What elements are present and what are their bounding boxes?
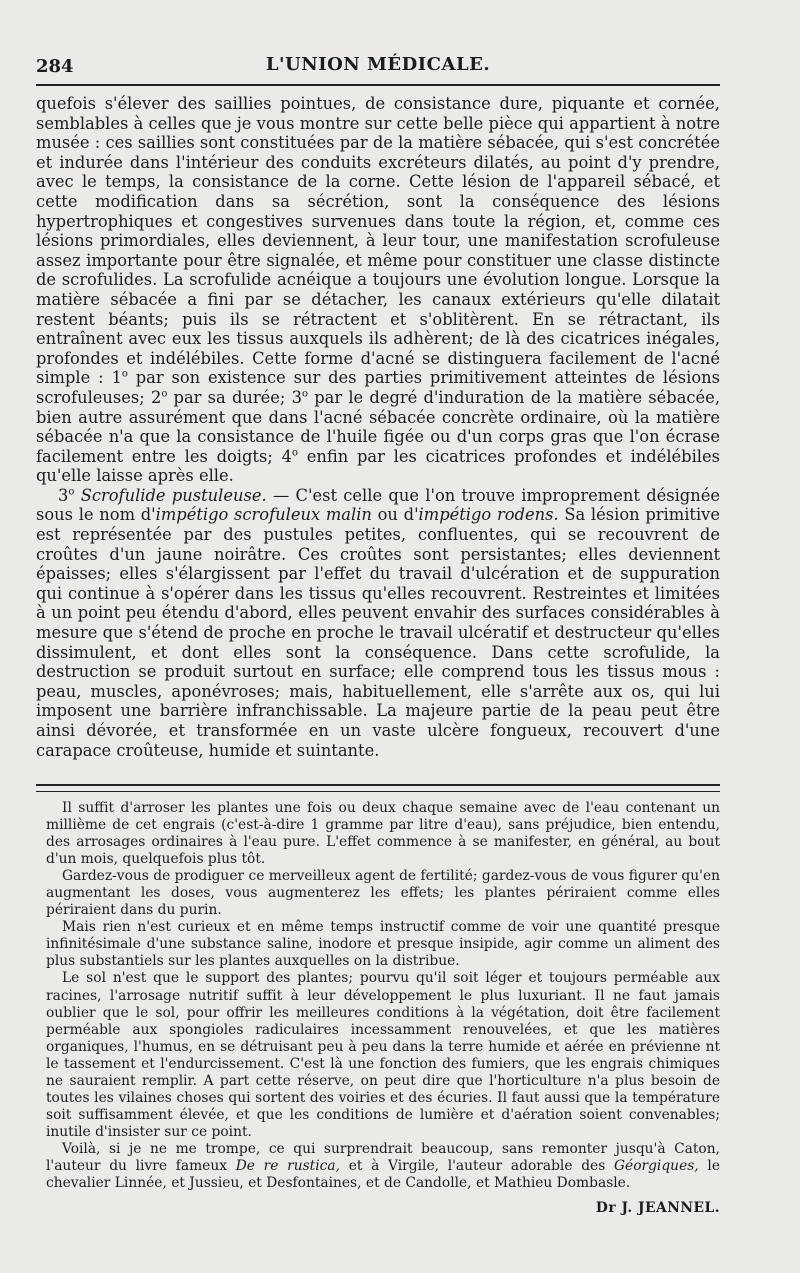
header-rule bbox=[36, 84, 720, 86]
text-run: et à Virgile, l'auteur adorable des bbox=[339, 1157, 615, 1174]
page-number: 284 bbox=[36, 56, 74, 77]
ordinal-number: 4 bbox=[281, 446, 292, 466]
text-run: par le degré d'induration de la matière sébacée, bien autre assurément que dans l'acné sébacée concrète ordinaire, où la matière sébacée n'a que la consistance de l'huile figée ou d'un corps gras que l'on écrase facilement entre les doigts; bbox=[36, 387, 720, 466]
feuilleton-paragraph bbox=[46, 1141, 720, 1192]
book-title: Géorgiques, bbox=[614, 1157, 699, 1174]
ordinal-suffix: o bbox=[161, 388, 168, 400]
ordinal-suffix: o bbox=[301, 388, 309, 400]
feuilleton-paragraph: Il suffit d'arroser les plantes une fois ou deux chaque semaine avec de l'eau contenant un millième de cet engrais (c'est-à-dire 1 gramme par litre d'eau), sans préjudice, bien entendu, des arrosages ordinaires à l'eau pure. L'effet commence à se manifester, en général, au bout d'un mois, quelquefois plus tôt. bbox=[46, 800, 720, 868]
ordinal-suffix: o bbox=[291, 447, 298, 459]
ordinal-suffix: o bbox=[68, 486, 75, 498]
text-run: ou d' bbox=[371, 505, 419, 525]
paragraph-acneique bbox=[36, 94, 720, 486]
feuilleton-paragraph: Gardez-vous de prodiguer ce merveilleux agent de fertilité; gardez-vous de vous figurer qu'en augmentant les doses, vous augmenterez les effets; les plantes périraient comme elles périraient dans du purin. bbox=[46, 868, 720, 919]
ordinal-number: 1 bbox=[111, 368, 122, 388]
ordinal-suffix: o bbox=[121, 368, 128, 380]
text-run: enfin par les cicatrices profondes et indélébiles qu'elle laisse après elle. bbox=[36, 446, 720, 486]
page-header bbox=[36, 50, 720, 80]
feuilleton-text bbox=[46, 800, 720, 1217]
section-number: 3 bbox=[58, 485, 69, 505]
text-run: le chevalier Linnée, et Jussieu, et Desfontaines, et de Candolle, et Mathieu Dombasle. bbox=[46, 1157, 720, 1192]
feuilleton-paragraph: Mais rien n'est curieux et en même temps instructif comme de voir une quantité presque infinitésimale d'une substance saline, inodore et presque insipide, agir comme un aliment des plus substantiels sur les plantes auxquelles on la distribue. bbox=[46, 919, 720, 970]
feuilleton-separator bbox=[36, 784, 720, 792]
paragraph-pustuleuse bbox=[36, 486, 720, 760]
main-text bbox=[36, 94, 720, 760]
ordinal-number: 2 bbox=[150, 387, 162, 407]
text-run: quefois s'élever des saillies pointues, de consistance dure, piquante et cornée, semblables à celles que je vous montre sur cette belle pièce qui appartient à notre musée : ces saillies sont constituées par de la matière sébacée, qui s'est concrétée et indurée dans l'intérieur des conduits excréteurs dilatés, au point d'y prendre, avec le temps, la consistance de la corne. Cette lésion de l'appareil sébacé, et cette modification dans sa sécrétion, sont la conséquence des lésions hypertrophiques et congestives survenues dans toute la région, et, comme ces lésions primordiales, elles deviennent, à leur tour, une manifestation scrofuleuse assez importante pour être signalée, et même pour constituer une classe distincte de scrofulides. La scrofulide acnéique a toujours une évolution longue. Lorsque la matière sébacée a fini par se détacher, les canaux extérieurs qu'elle dilatait restent béants; puis ils se rétractent et s'oblitèrent. En se rétractant, ils entraînent avec eux les tissus auxquels ils adhèrent; de là des cicatrices inégales, profondes et indélébiles. Cette forme d'acné se distinguera facilement de l'acné simple : bbox=[36, 94, 720, 388]
author-signature: Dr J. JEANNEL. bbox=[595, 1200, 720, 1217]
section-title: Scrofulide pustuleuse. bbox=[80, 485, 267, 505]
text-run: par sa durée; bbox=[167, 387, 286, 407]
ordinal-number: 3 bbox=[291, 387, 302, 407]
italic-term: impétigo scrofuleux malin bbox=[155, 505, 372, 525]
feuilleton-paragraph: Le sol n'est que le support des plantes; pourvu qu'il soit léger et toujours perméable aux racines, l'arrosage nutritif suffit à leur développement le plus luxuriant. Il ne faut jamais oublier que le sol, pour offrir les meilleures conditions à la végétation, doit être facilement perméable aux spongioles radiculaires incessamment renouvelées, et que les matières organiques, l'humus, en se détruisant peu à peu dans la terre humide et aérée en prévienne nt le tassement et l'endurcissement. C'est là une fonction des fumiers, que les engrais chimiques ne sauraient remplir. A part cette réserve, on peut dire que l'horticulture n'a plus besoin de toutes les vilaines choses qui sortent des voiries et des écuries. Il faut aussi que la température soit suffisamment élevée, et que les conditions de lumière et d'aération soient convenables; inutile d'insister sur ce point. bbox=[46, 970, 720, 1140]
running-title: L'UNION MÉDICALE. bbox=[265, 54, 491, 75]
text-run: par son existence sur des parties primitivement atteintes de lésions scrofuleuses; bbox=[36, 368, 720, 407]
text-run: Sa lésion primitive est représentée par des pustules petites, confluentes, qui se recouvrent de croûtes d'un jaune noirâtre. Ces croûtes sont persistantes; elles deviennent épaisses; elles s'élargissent par l'effet du travail d'ulcération et de suppuration qui continue à s'opérer dans les tissus qu'elles recouvrent. Restreintes et limitées à un point peu étendu d'abord, elles peuvent envahir des surfaces considérables à mesure que s'étend de proche en proche le travail ulcératif et destructeur qu'elles dissimulent, et dont elles sont la conséquence. Dans cette scrofulide, la destruction se produit surtout en surface; elle comprend tous les tissus mous : peau, muscles, aponévroses; mais, habituellement, elle s'arrête aux os, qui lui imposent une barrière infranchissable. La majeure partie de la peau peut être ainsi dévorée, et transformée en un vaste ulcère fongueux, recouvert d'une carapace croûteuse, humide et suintante. bbox=[36, 505, 720, 760]
text-run: Voilà, si je ne me trompe, ce qui surprendrait beaucoup, sans remonter jusqu'à Caton, l'auteur du livre fameux bbox=[46, 1140, 720, 1174]
italic-term: impétigo rodens. bbox=[418, 505, 559, 525]
book-title: De re rustica, bbox=[235, 1157, 340, 1174]
text-run: — C'est celle que l'on trouve improprement désignée sous le nom d' bbox=[36, 485, 720, 525]
